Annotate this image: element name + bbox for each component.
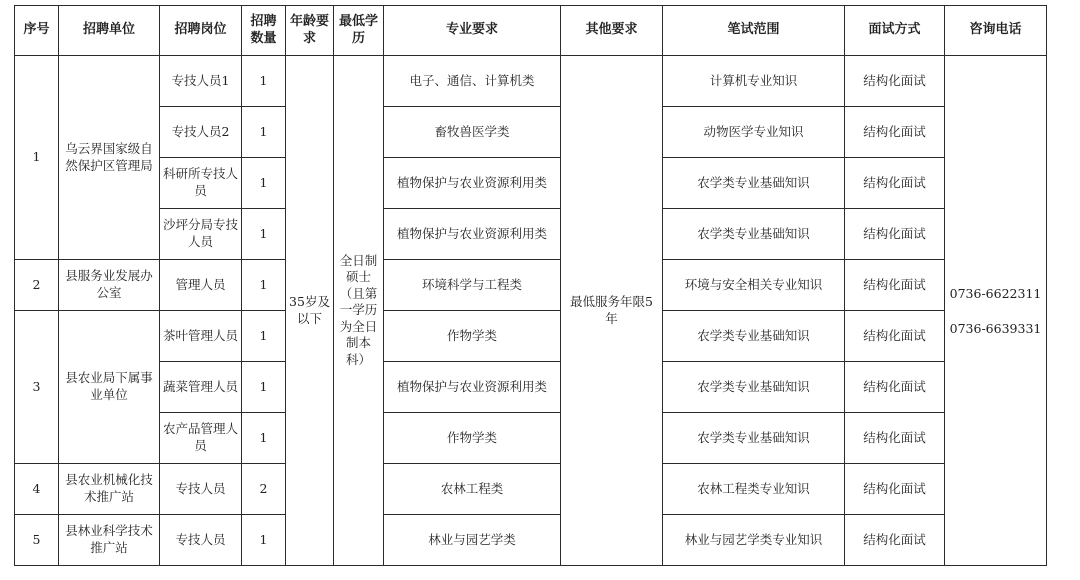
table-row xyxy=(15,209,1047,260)
header-interview: 面试方式 xyxy=(845,6,945,56)
cell-post: 茶叶管理人员 xyxy=(160,311,242,362)
cell-count: 1 xyxy=(242,260,286,311)
edu-text: 全日制硕士（且第一学历为全日制本科） xyxy=(339,252,378,367)
table-row xyxy=(15,107,1047,158)
table-row xyxy=(15,362,1047,413)
cell-major: 电子、通信、计算机类 xyxy=(384,56,561,107)
table-row xyxy=(15,464,1047,515)
cell-major: 植物保护与农业资源利用类 xyxy=(384,209,561,260)
cell-exam: 动物医学专业知识 xyxy=(663,107,845,158)
cell-other: 最低服务年限5年 xyxy=(561,56,663,566)
header-edu: 最低学历 xyxy=(334,6,384,56)
table-row xyxy=(15,260,1047,311)
cell-count: 2 xyxy=(242,464,286,515)
cell-exam: 农学类专业基础知识 xyxy=(663,209,845,260)
cell-exam: 计算机专业知识 xyxy=(663,56,845,107)
cell-post: 专技人员2 xyxy=(160,107,242,158)
header-exam: 笔试范围 xyxy=(663,6,845,56)
cell-post: 专技人员1 xyxy=(160,56,242,107)
cell-exam: 农学类专业基础知识 xyxy=(663,158,845,209)
cell-interview: 结构化面试 xyxy=(845,209,945,260)
header-row xyxy=(15,6,1047,56)
cell-seq: 2 xyxy=(15,260,59,311)
cell-post: 科研所专技人员 xyxy=(160,158,242,209)
cell-interview: 结构化面试 xyxy=(845,413,945,464)
cell-interview: 结构化面试 xyxy=(845,107,945,158)
cell-seq: 1 xyxy=(15,56,59,260)
cell-post: 农产品管理人员 xyxy=(160,413,242,464)
cell-seq: 3 xyxy=(15,311,59,464)
cell-seq: 4 xyxy=(15,464,59,515)
cell-phone xyxy=(945,56,1047,566)
cell-interview: 结构化面试 xyxy=(845,56,945,107)
header-phone: 咨询电话 xyxy=(945,6,1047,56)
cell-interview: 结构化面试 xyxy=(845,464,945,515)
cell-exam: 农林工程类专业知识 xyxy=(663,464,845,515)
cell-interview: 结构化面试 xyxy=(845,515,945,566)
cell-age: 35岁及以下 xyxy=(286,56,334,566)
phone-number-1: 0736-6622311 xyxy=(949,285,1042,301)
cell-exam: 农学类专业基础知识 xyxy=(663,413,845,464)
cell-major: 植物保护与农业资源利用类 xyxy=(384,362,561,413)
cell-unit: 县农业局下属事业单位 xyxy=(59,311,160,464)
header-seq: 序号 xyxy=(15,6,59,56)
header-other: 其他要求 xyxy=(561,6,663,56)
cell-exam: 环境与安全相关专业知识 xyxy=(663,260,845,311)
cell-major: 畜牧兽医学类 xyxy=(384,107,561,158)
cell-count: 1 xyxy=(242,158,286,209)
cell-unit: 县农业机械化技术推广站 xyxy=(59,464,160,515)
cell-count: 1 xyxy=(242,209,286,260)
phone-number-2: 0736-6639331 xyxy=(949,320,1042,336)
cell-major: 农林工程类 xyxy=(384,464,561,515)
header-unit: 招聘单位 xyxy=(59,6,160,56)
cell-post: 蔬菜管理人员 xyxy=(160,362,242,413)
cell-post: 管理人员 xyxy=(160,260,242,311)
cell-edu xyxy=(334,56,384,566)
cell-post: 专技人员 xyxy=(160,515,242,566)
cell-count: 1 xyxy=(242,413,286,464)
table-row xyxy=(15,56,1047,107)
table-row xyxy=(15,515,1047,566)
cell-major: 植物保护与农业资源利用类 xyxy=(384,158,561,209)
cell-major: 作物学类 xyxy=(384,311,561,362)
cell-count: 1 xyxy=(242,107,286,158)
cell-interview: 结构化面试 xyxy=(845,260,945,311)
cell-count: 1 xyxy=(242,311,286,362)
cell-unit: 县林业科学技术推广站 xyxy=(59,515,160,566)
cell-post: 专技人员 xyxy=(160,464,242,515)
header-count: 招聘数量 xyxy=(242,6,286,56)
cell-post: 沙坪分局专技人员 xyxy=(160,209,242,260)
cell-count: 1 xyxy=(242,56,286,107)
cell-major: 作物学类 xyxy=(384,413,561,464)
cell-seq: 5 xyxy=(15,515,59,566)
header-post: 招聘岗位 xyxy=(160,6,242,56)
cell-exam: 农学类专业基础知识 xyxy=(663,311,845,362)
cell-count: 1 xyxy=(242,362,286,413)
cell-count: 1 xyxy=(242,515,286,566)
cell-exam: 农学类专业基础知识 xyxy=(663,362,845,413)
cell-unit: 县服务业发展办公室 xyxy=(59,260,160,311)
cell-interview: 结构化面试 xyxy=(845,158,945,209)
header-age: 年龄要求 xyxy=(286,6,334,56)
cell-interview: 结构化面试 xyxy=(845,362,945,413)
table-row xyxy=(15,413,1047,464)
cell-exam: 林业与园艺学类专业知识 xyxy=(663,515,845,566)
table-row xyxy=(15,311,1047,362)
cell-major: 环境科学与工程类 xyxy=(384,260,561,311)
cell-interview: 结构化面试 xyxy=(845,311,945,362)
cell-unit: 乌云界国家级自然保护区管理局 xyxy=(59,56,160,260)
table-row xyxy=(15,158,1047,209)
header-major: 专业要求 xyxy=(384,6,561,56)
recruitment-table xyxy=(14,5,1047,566)
cell-major: 林业与园艺学类 xyxy=(384,515,561,566)
